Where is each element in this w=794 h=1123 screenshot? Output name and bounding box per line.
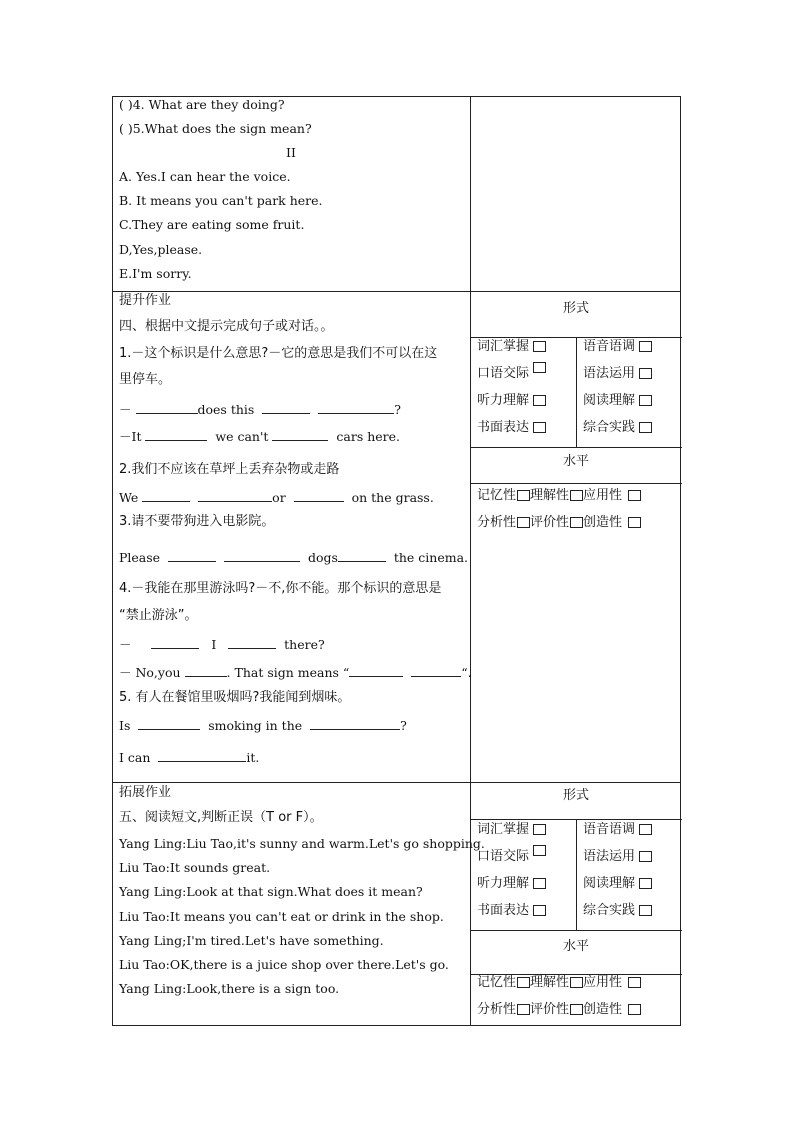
fixed-text: － No,you [119, 665, 181, 680]
punct: ? [394, 402, 401, 417]
skill-item [477, 903, 546, 919]
answer-blank[interactable] [272, 428, 328, 441]
level-top-divider [471, 447, 682, 448]
skill-label: 书面表达 [477, 903, 530, 918]
dash: － [119, 402, 132, 417]
option-a: A. Yes.I can hear the voice. [119, 169, 291, 184]
checkbox[interactable] [533, 845, 546, 856]
fixed-text: －It [119, 429, 142, 444]
q2-chinese: 2.我们不应该在草坪上丢弃杂物或走路 [119, 462, 340, 477]
checkbox[interactable] [533, 395, 546, 406]
checkbox[interactable] [639, 422, 652, 433]
fixed-text: I can [119, 750, 151, 765]
answer-blank[interactable] [262, 401, 310, 414]
skill-item [477, 420, 546, 436]
option-b: B. It means you can't park here. [119, 193, 323, 208]
answer-blank[interactable] [294, 489, 344, 502]
answer-blank[interactable] [168, 549, 216, 562]
option-d: D,Yes,please. [119, 242, 203, 257]
level-label: 评价性 [530, 515, 570, 530]
level-row [477, 515, 641, 531]
section-heading-improve: 提升作业 [119, 293, 172, 308]
level-title-divider [471, 483, 682, 484]
q1-chinese-line1: 1.－这个标识是什么意思?－它的意思是我们不可以在这 [119, 346, 438, 361]
dialogue-line: Yang Ling:Liu Tao,it's sunny and warm.Let's go shopping. [119, 836, 485, 851]
skill-item [477, 393, 546, 409]
skill-label: 语法运用 [583, 849, 636, 864]
q2-line [119, 489, 434, 506]
fixed-text: does this [197, 402, 255, 417]
form-title: 形式 [562, 301, 589, 316]
fixed-text: We [119, 490, 139, 505]
checkbox[interactable] [533, 878, 546, 889]
checkbox[interactable] [517, 490, 530, 501]
dialogue-line: Yang Ling;I'm tired.Let's have something. [119, 933, 384, 948]
checkbox[interactable] [639, 368, 652, 379]
q5-line1 [119, 717, 407, 734]
skill-label: 书面表达 [477, 420, 530, 435]
option-c: C.They are eating some fruit. [119, 217, 305, 232]
answer-blank[interactable] [228, 636, 276, 649]
checkbox[interactable] [639, 851, 652, 862]
q4-chinese-line2: “禁止游泳”。 [119, 608, 198, 623]
checkbox[interactable] [533, 422, 546, 433]
skill-item [477, 366, 546, 382]
dash: － [119, 637, 132, 652]
skill-item [583, 420, 652, 436]
skill-label: 综合实践 [583, 903, 636, 918]
fixed-text: I [211, 637, 217, 652]
q1-chinese-line2: 里停车。 [119, 372, 172, 387]
section-instruction: 四、根据中文提示完成句子或对话。。 [119, 319, 334, 334]
level-top-divider-2 [471, 930, 682, 931]
level-label: 创造性 [583, 515, 623, 530]
skill-item [477, 822, 546, 838]
level-label: 应用性 [583, 975, 623, 990]
skill-item [583, 903, 652, 919]
answer-blank[interactable] [338, 549, 386, 562]
skills-divider-2 [576, 819, 577, 930]
option-e: E.I'm sorry. [119, 266, 192, 281]
level-label: 应用性 [583, 488, 623, 503]
row-divider-2 [113, 782, 680, 783]
answer-blank[interactable] [310, 717, 400, 730]
skill-item [477, 849, 546, 865]
q4-line2 [119, 664, 472, 681]
answer-blank[interactable] [138, 717, 200, 730]
skill-item [583, 849, 652, 865]
level-label: 评价性 [530, 1002, 570, 1017]
fixed-text: Please [119, 550, 161, 565]
q1-line2 [119, 428, 400, 445]
skill-label: 口语交际 [477, 366, 530, 381]
skill-item [583, 339, 652, 355]
level-label: 创造性 [583, 1002, 623, 1017]
answer-blank[interactable] [145, 428, 207, 441]
fixed-text: Is [119, 718, 131, 733]
question-5: ( )5.What does the sign mean? [119, 121, 312, 136]
dialogue-line: Liu Tao:It sounds great. [119, 860, 271, 875]
answer-blank[interactable] [185, 664, 227, 677]
skill-label: 口语交际 [477, 849, 530, 864]
form-title: 形式 [562, 788, 589, 803]
fixed-text: “. [461, 665, 472, 680]
level-title: 水平 [562, 939, 589, 954]
fixed-text: ? [400, 718, 407, 733]
checkbox[interactable] [639, 905, 652, 916]
checkbox[interactable] [639, 824, 652, 835]
checkbox[interactable] [628, 977, 641, 988]
level-label: 记忆性 [477, 488, 517, 503]
fixed-text: there? [284, 637, 325, 652]
skill-item [477, 339, 546, 355]
dialogue-line: Yang Ling:Look at that sign.What does it mean? [119, 884, 423, 899]
level-row [477, 1002, 641, 1018]
checkbox[interactable] [570, 517, 583, 528]
checkbox[interactable] [517, 1004, 530, 1015]
checkbox[interactable] [639, 878, 652, 889]
checkbox[interactable] [639, 395, 652, 406]
level-label: 理解性 [530, 488, 570, 503]
q3-chinese: 3.请不要带狗进入电影院。 [119, 514, 275, 529]
skill-label: 词汇掌握 [477, 822, 530, 837]
skill-label: 综合实践 [583, 420, 636, 435]
fixed-text: smoking in the [208, 718, 303, 733]
q5-chinese: 5. 有人在餐馆里吸烟吗?我能闻到烟味。 [119, 690, 351, 705]
level-title: 水平 [562, 454, 589, 469]
answer-blank[interactable] [142, 489, 190, 502]
skill-item [583, 366, 652, 382]
answer-blank[interactable] [349, 664, 403, 677]
q3-line [119, 549, 468, 566]
skills-divider [576, 337, 577, 447]
question-4: ( )4. What are they doing? [119, 97, 285, 112]
checkbox[interactable] [533, 341, 546, 352]
skill-item [477, 876, 546, 892]
fixed-text: the cinema. [393, 550, 469, 565]
checkbox[interactable] [517, 977, 530, 988]
checkbox[interactable] [628, 490, 641, 501]
section-instruction-reading: 五、阅读短文,判断正误（T or F）。 [119, 810, 323, 825]
skill-label: 阅读理解 [583, 393, 636, 408]
answer-blank[interactable] [136, 401, 198, 414]
dialogue-line: Liu Tao:It means you can't eat or drink in the shop. [119, 909, 444, 924]
fixed-text: on the grass. [351, 490, 434, 505]
answer-blank[interactable] [158, 749, 246, 762]
answer-blank[interactable] [318, 401, 394, 414]
q4-chinese-line1: 4.－我能在那里游泳吗?－不,你不能。那个标识的意思是 [119, 581, 442, 596]
checkbox[interactable] [570, 490, 583, 501]
q1-line1 [119, 401, 401, 418]
answer-blank[interactable] [151, 636, 199, 649]
dialogue-line: Liu Tao:OK,there is a juice shop over there.Let's go. [119, 957, 449, 972]
checkbox[interactable] [533, 905, 546, 916]
column-divider [470, 97, 471, 1025]
skill-label: 听力理解 [477, 393, 530, 408]
skill-label: 阅读理解 [583, 876, 636, 891]
dialogue-line: Yang Ling:Look,there is a sign too. [119, 981, 340, 996]
answer-blank[interactable] [224, 549, 300, 562]
checkbox[interactable] [628, 1004, 641, 1015]
level-label: 记忆性 [477, 975, 517, 990]
skill-item [583, 393, 652, 409]
skill-item [583, 822, 652, 838]
level-label: 分析性 [477, 515, 517, 530]
level-row [477, 975, 641, 991]
level-label: 理解性 [530, 975, 570, 990]
skill-label: 词汇掌握 [477, 339, 530, 354]
checkbox[interactable] [570, 977, 583, 988]
section-heading-extend: 拓展作业 [119, 785, 172, 800]
checkbox[interactable] [517, 517, 530, 528]
skill-label: 听力理解 [477, 876, 530, 891]
level-label: 分析性 [477, 1002, 517, 1017]
fixed-text: we can't [215, 429, 269, 444]
fixed-text: cars here. [336, 429, 401, 444]
checkbox[interactable] [639, 341, 652, 352]
q4-line1 [119, 636, 325, 653]
checkbox[interactable] [628, 517, 641, 528]
fixed-text: dogs [307, 550, 338, 565]
answer-blank[interactable] [411, 664, 461, 677]
fixed-text: or [272, 490, 286, 505]
fixed-text: it. [246, 750, 260, 765]
q5-line2 [119, 749, 259, 766]
skill-label: 语音语调 [583, 822, 636, 837]
skill-label: 语音语调 [583, 339, 636, 354]
checkbox[interactable] [570, 1004, 583, 1015]
section-roman-numeral: II [286, 145, 296, 160]
checkbox[interactable] [533, 824, 546, 835]
level-row [477, 488, 641, 504]
fixed-text: . That sign means “ [226, 665, 350, 680]
row-divider-1 [113, 291, 680, 292]
answer-blank[interactable] [198, 489, 272, 502]
skill-item [583, 876, 652, 892]
checkbox[interactable] [533, 362, 546, 373]
skill-label: 语法运用 [583, 366, 636, 381]
